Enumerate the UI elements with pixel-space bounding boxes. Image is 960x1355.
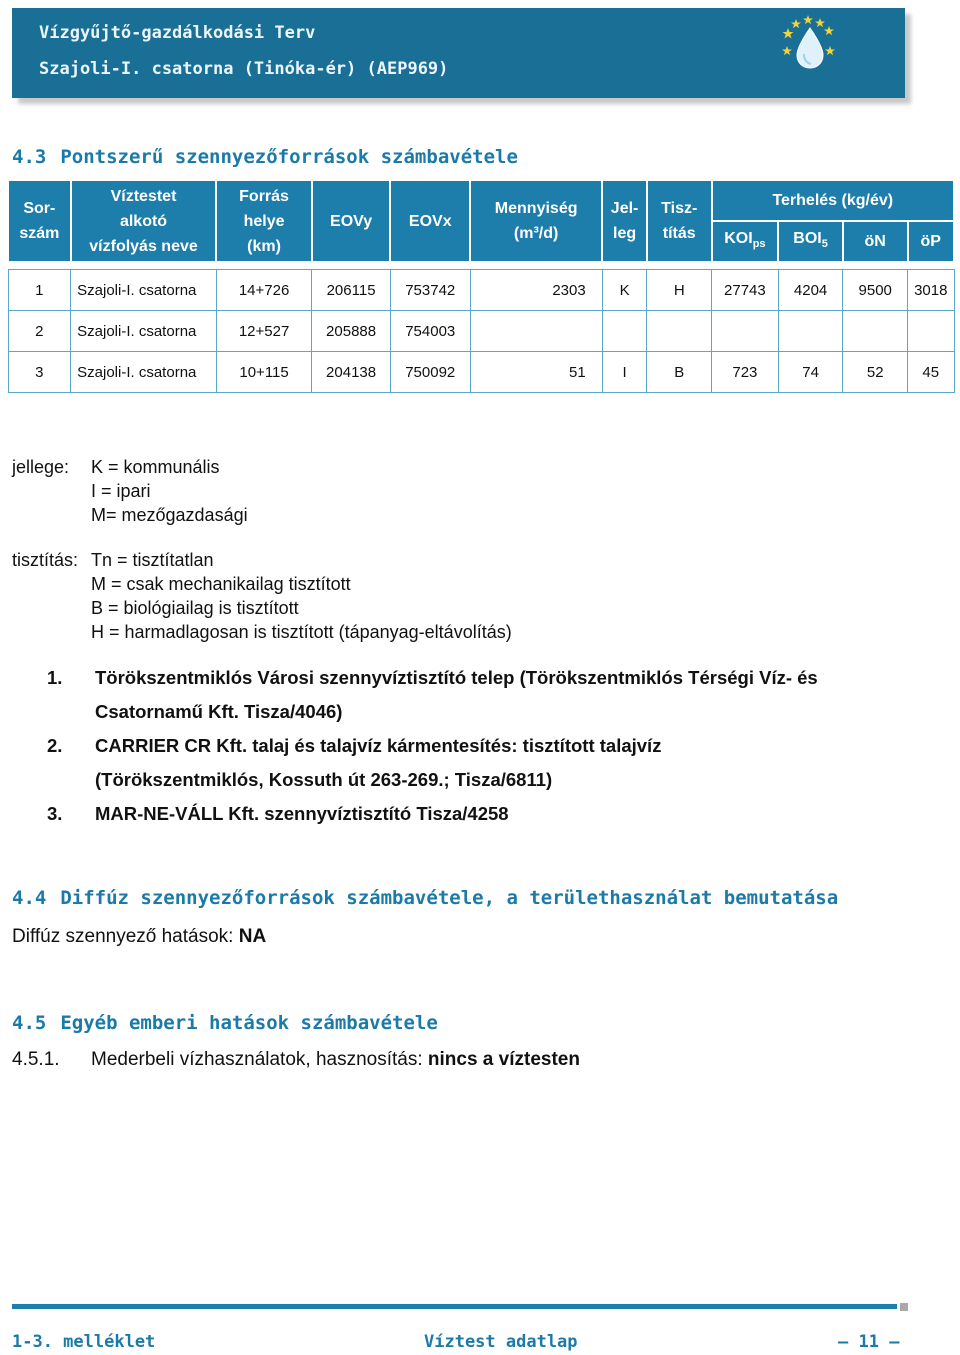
- eovx-value: 753742: [390, 270, 470, 311]
- table-row: [8, 311, 954, 352]
- header-boi-text: BOI: [793, 229, 822, 247]
- tisztitas-value: H: [647, 270, 712, 311]
- table-spacer-row: [8, 262, 954, 270]
- source-km: 12+527: [216, 311, 311, 352]
- point-source-list: [47, 661, 818, 831]
- header-terheles: Terhelés (kg/év): [712, 180, 954, 221]
- row-number: 1: [8, 270, 71, 311]
- legend-tisztitas: [12, 548, 512, 644]
- subsection-number: 4.5.1.: [12, 1049, 60, 1070]
- header-mennyiseg-label: Mennyiség: [494, 200, 578, 217]
- header-banner: [12, 8, 905, 98]
- legend-item: M= mezőgazdasági: [91, 505, 248, 525]
- legend-item: M = csak mechanikailag tisztított: [91, 574, 351, 594]
- other-impacts-label: Mederbeli vízhasználatok, hasznosítás:: [91, 1049, 423, 1070]
- tisztitas-value: [647, 311, 712, 352]
- water-body-name: Szajoli-I. csatorna: [71, 352, 217, 393]
- row-number: 2: [8, 311, 71, 352]
- tisztitas-value: B: [647, 352, 712, 393]
- table-header-row: [8, 180, 954, 221]
- header-on: öN: [843, 221, 908, 262]
- legend-jellege-row: [12, 455, 248, 479]
- header-tisztitas: Tisz- títás: [647, 180, 712, 262]
- boi-value: [778, 311, 843, 352]
- section-number: 4.5: [12, 1012, 47, 1034]
- header-koi: [712, 221, 779, 262]
- jelleg-value: [602, 311, 647, 352]
- footer-doc-name: Víztest adatlap: [424, 1332, 578, 1352]
- list-text-line: Csatornamű Kft. Tisza/4046): [95, 701, 343, 722]
- source-km: 14+726: [216, 270, 311, 311]
- list-number: 2.: [47, 735, 63, 756]
- list-text-line: (Törökszentmiklós, Kossuth út 263-269.; Tisza/6811): [95, 769, 553, 790]
- jelleg-value: K: [602, 270, 647, 311]
- water-drop-logo-icon: [780, 14, 840, 74]
- legend-jellege-label: jellege:: [12, 457, 70, 477]
- table-row: [8, 352, 954, 393]
- header-forras: Forrás helye (km): [216, 180, 311, 262]
- list-item: [47, 661, 818, 729]
- water-body-name: Szajoli-I. csatorna: [71, 270, 217, 311]
- point-sources-table: [7, 179, 955, 393]
- on-value: [843, 311, 908, 352]
- eovy-value: 204138: [312, 352, 391, 393]
- legend-item: Tn = tisztítatlan: [91, 550, 214, 570]
- list-number: 3.: [47, 803, 63, 824]
- op-value: [908, 311, 954, 352]
- header-eovx: EOVx: [390, 180, 470, 262]
- quantity-value: 51: [470, 352, 602, 393]
- legend-jellege: [12, 455, 248, 527]
- spacer-cell: [8, 262, 954, 270]
- header-mennyiseg-unit: (m³/d): [513, 225, 559, 242]
- list-item: [47, 797, 818, 831]
- quantity-value: [470, 311, 602, 352]
- diffuse-label: Diffúz szennyező hatások:: [12, 926, 234, 947]
- section-title: Diffúz szennyezőforrások számbavétele, a területhasználat bemutatása: [60, 887, 839, 909]
- section-4-5-heading: [12, 1012, 438, 1034]
- jelleg-value: I: [602, 352, 647, 393]
- section-4-4-heading: [12, 887, 838, 909]
- quantity-value: 2303: [470, 270, 602, 311]
- header-koi-text: KOI: [724, 229, 753, 247]
- footer-annex: 1-3. melléklet: [12, 1332, 156, 1352]
- table-row: [8, 270, 954, 311]
- diffuse-value: NA: [238, 926, 267, 947]
- header-jelleg: Jel- leg: [602, 180, 647, 262]
- legend-item: I = ipari: [91, 481, 151, 501]
- legend-item: K = kommunális: [91, 457, 220, 477]
- list-item: [47, 729, 818, 797]
- header-eovy: EOVy: [312, 180, 391, 262]
- diffuse-pollution-line: [12, 926, 266, 948]
- list-number: 1.: [47, 667, 63, 688]
- eovx-value: 754003: [390, 311, 470, 352]
- footer-rule-end: [900, 1303, 908, 1311]
- row-number: 3: [8, 352, 71, 393]
- table-body: [8, 262, 954, 393]
- boi-value: 4204: [778, 270, 843, 311]
- legend-item: H = harmadlagosan is tisztított (tápanyag-eltávolítás): [91, 622, 512, 642]
- koi-value: 27743: [712, 270, 779, 311]
- boi-value: 74: [778, 352, 843, 393]
- section-number: 4.4: [12, 887, 47, 909]
- on-value: 52: [843, 352, 908, 393]
- list-text-line: MAR-NE-VÁLL Kft. szennyvíztisztító Tisza/4258: [95, 803, 509, 824]
- op-value: 3018: [908, 270, 954, 311]
- document-subtitle: Szajoli-I. csatorna (Tinóka-ér) (AEP969): [39, 59, 449, 79]
- section-number: 4.3: [12, 146, 47, 168]
- source-km: 10+115: [216, 352, 311, 393]
- page-number: 11: [858, 1332, 879, 1352]
- footer-page: — 11 —: [838, 1332, 900, 1352]
- section-title: Pontszerű szennyezőforrások számbavétele: [60, 146, 518, 168]
- header-mennyiseg: [470, 180, 602, 262]
- header-boi-sub: 5: [821, 238, 828, 251]
- header-viztest: Víztestet alkotó vízfolyás neve: [71, 180, 217, 262]
- list-text-line: CARRIER CR Kft. talaj és talajvíz kármentesítés: tisztított talajvíz: [95, 735, 662, 756]
- water-body-name: Szajoli-I. csatorna: [71, 311, 217, 352]
- koi-value: 723: [712, 352, 779, 393]
- header-op: öP: [908, 221, 954, 262]
- legend-tisztitas-row: [12, 548, 512, 572]
- legend-tisztitas-label: tisztítás:: [12, 550, 79, 570]
- section-4-3-heading: [12, 146, 518, 168]
- list-text-line: Törökszentmiklós Városi szennyvíztisztító telep (Törökszentmiklós Térségi Víz- és: [95, 667, 818, 688]
- op-value: 45: [908, 352, 954, 393]
- eovy-value: 205888: [312, 311, 391, 352]
- header-sorszam: Sor- szám: [8, 180, 71, 262]
- eovx-value: 750092: [390, 352, 470, 393]
- eovy-value: 206115: [312, 270, 391, 311]
- header-koi-sub: ps: [752, 238, 766, 251]
- header-boi: [778, 221, 843, 262]
- legend-item: B = biológiailag is tisztított: [91, 598, 299, 618]
- other-impacts-line: [12, 1049, 580, 1071]
- section-title: Egyéb emberi hatások számbavétele: [60, 1012, 438, 1034]
- other-impacts-value: nincs a víztesten: [427, 1049, 580, 1070]
- koi-value: [712, 311, 779, 352]
- document-title: Vízgyűjtő-gazdálkodási Terv: [39, 23, 316, 43]
- on-value: 9500: [843, 270, 908, 311]
- footer-rule: [12, 1304, 897, 1309]
